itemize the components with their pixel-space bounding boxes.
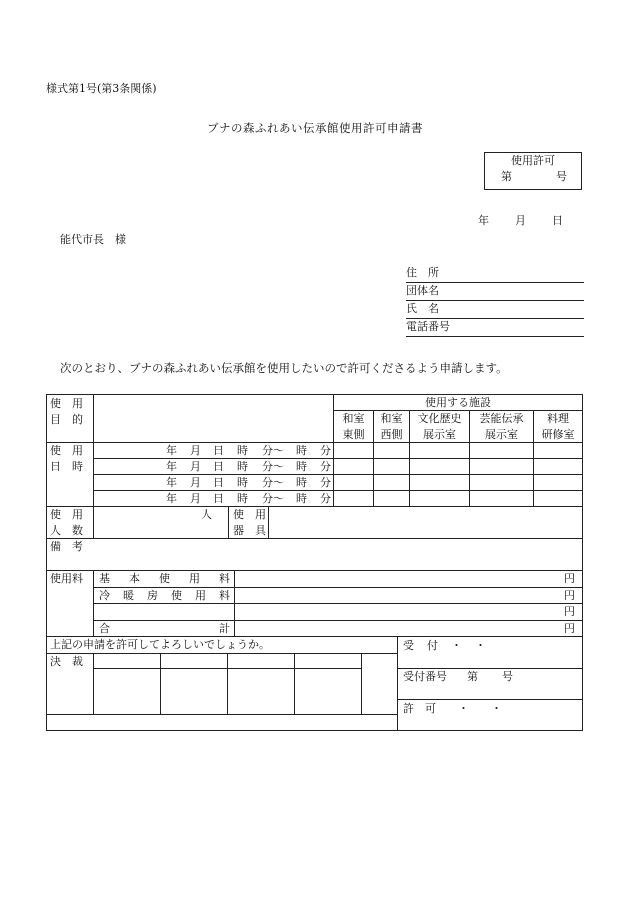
- facility-washitsu-west: [374, 411, 409, 443]
- facility-name-sub: 研修室: [541, 428, 575, 441]
- decision-stamp-box-3[interactable]: [228, 654, 294, 668]
- datetime-unit: 分～: [262, 444, 284, 457]
- fee-heating-label: [99, 589, 230, 603]
- facility-name: 芸能伝承: [479, 412, 524, 425]
- applicant-group-label: 団体名: [406, 284, 439, 297]
- intro-text: 次のとおり、ブナの森ふれあい伝承館を使用したいので許可くださるよう申請します。: [60, 361, 508, 375]
- fee-label-char: 計: [219, 622, 230, 635]
- datetime-unit: 時: [296, 476, 307, 489]
- approval-question: 上記の申請を許可してよろしいでしょうか。: [50, 638, 270, 651]
- fee-total-amount-field[interactable]: [236, 622, 581, 637]
- received-date: 受 付 ・ ・: [403, 639, 487, 652]
- equipment-label-line2: 器 具: [233, 524, 266, 537]
- persons-label-line1: 使 用: [50, 508, 83, 521]
- date-month: 月: [515, 214, 526, 227]
- persons-label-line2: 人 数: [50, 524, 83, 537]
- fee-basic-label: [99, 572, 230, 586]
- decision-label: 決 裁: [50, 655, 83, 668]
- datetime-unit: 年: [166, 444, 177, 457]
- datetime-unit: 月: [190, 460, 201, 473]
- datetime-unit: 日: [213, 492, 224, 505]
- datetime-label: [50, 443, 90, 475]
- yen-unit: 円: [564, 605, 575, 618]
- receipt-number-go: 号: [502, 670, 513, 683]
- datetime-unit: 分: [320, 492, 331, 505]
- applicant-phone-label: 電話番号: [406, 320, 450, 333]
- datetime-unit: 時: [296, 460, 307, 473]
- page-title: ブナの森ふれあい伝承館使用許可申請書: [207, 121, 423, 135]
- persons-label: [50, 507, 90, 539]
- receipt-number-dai: 第: [467, 670, 478, 683]
- facility-name: 料理: [547, 412, 569, 425]
- datetime-unit: 日: [213, 460, 224, 473]
- datetime-unit: 分: [320, 444, 331, 457]
- fee-label-char: 冷: [99, 589, 110, 602]
- permit-box-dai: 第: [501, 170, 512, 183]
- purpose-label-line2: 目 的: [50, 413, 83, 426]
- applicant-name-label: 氏 名: [406, 302, 439, 315]
- yen-unit: 円: [564, 589, 575, 602]
- decision-stamp-box-2[interactable]: [161, 654, 227, 668]
- facility-name: 文化歴史: [417, 412, 462, 425]
- addressee: 能代市長 様: [60, 233, 126, 246]
- fee-heating-amount-field[interactable]: [236, 589, 581, 604]
- permit-box-label: 使用許可: [511, 154, 555, 167]
- fee-label-char: 暖: [123, 589, 134, 602]
- equipment-label: [233, 507, 267, 539]
- permit-box-go: 号: [556, 170, 567, 183]
- fee-label-char: 本: [129, 572, 140, 585]
- fee-total-label: [99, 622, 230, 636]
- facility-performing-arts: [470, 411, 533, 443]
- equipment-field[interactable]: [270, 507, 581, 538]
- persons-unit: 人: [201, 508, 212, 521]
- date-day: 日: [552, 214, 563, 227]
- fee-label-char: 基: [99, 572, 110, 585]
- facility-name-sub: 展示室: [423, 428, 456, 441]
- datetime-unit: 時: [296, 444, 307, 457]
- datetime-unit: 分～: [262, 492, 284, 505]
- facilities-header: 使用する施設: [425, 396, 491, 409]
- datetime-unit: 年: [166, 460, 177, 473]
- datetime-unit: 時: [237, 444, 248, 457]
- yen-unit: 円: [564, 622, 575, 635]
- datetime-unit: 年: [166, 492, 177, 505]
- fee-label: 使用料: [50, 572, 83, 585]
- fee-other-amount-field[interactable]: [236, 605, 581, 620]
- datetime-unit: 時: [237, 476, 248, 489]
- decision-stamp-box-1[interactable]: [94, 654, 160, 668]
- datetime-unit: 月: [190, 492, 201, 505]
- receipt-number-label: 受付番号: [403, 670, 447, 683]
- facility-culture-history: [410, 411, 469, 443]
- datetime-unit: 年: [166, 476, 177, 489]
- purpose-label: [50, 396, 90, 428]
- purpose-field[interactable]: [95, 396, 332, 441]
- form-number: 様式第1号(第3条関係): [46, 82, 157, 95]
- datetime-unit: 分: [320, 460, 331, 473]
- facility-name-sub: 東側: [342, 428, 365, 441]
- facility-name-sub: 展示室: [485, 428, 518, 441]
- fee-label-char: 用: [195, 589, 206, 602]
- datetime-unit: 時: [237, 492, 248, 505]
- applicant-address-label: 住 所: [406, 266, 439, 279]
- decision-stamp-box-4[interactable]: [295, 654, 361, 668]
- equipment-label-line1: 使 用: [233, 508, 266, 521]
- datetime-label-line1: 使 用: [50, 444, 83, 457]
- facility-name-sub: 西側: [380, 428, 403, 441]
- persons-field[interactable]: [95, 507, 227, 538]
- yen-unit: 円: [564, 572, 575, 585]
- datetime-unit: 日: [213, 444, 224, 457]
- fee-label-char: 用: [189, 572, 200, 585]
- datetime-unit: 月: [190, 476, 201, 489]
- facility-name: 和室: [342, 412, 365, 425]
- remarks-field[interactable]: [95, 540, 581, 570]
- datetime-label-line2: 日 時: [50, 460, 83, 473]
- facility-cooking-room: [534, 411, 582, 443]
- datetime-unit: 時: [296, 492, 307, 505]
- remarks-label: 備 考: [50, 540, 83, 553]
- fee-label-char: 料: [219, 572, 230, 585]
- fee-label-char: 料: [219, 589, 230, 602]
- facility-name: 和室: [380, 412, 403, 425]
- datetime-unit: 分～: [262, 476, 284, 489]
- date-year: 年: [478, 214, 489, 227]
- datetime-unit: 分～: [262, 460, 284, 473]
- receipt-number: [403, 670, 513, 684]
- datetime-unit: 時: [237, 460, 248, 473]
- datetime-unit: 日: [213, 476, 224, 489]
- purpose-label-line1: 使 用: [50, 397, 83, 410]
- fee-label-char: 使: [171, 589, 182, 602]
- fee-label-char: 使: [159, 572, 170, 585]
- permit-date: 許 可 ・ ・: [403, 702, 502, 715]
- fee-basic-amount-field[interactable]: [236, 572, 581, 587]
- datetime-unit: 分: [320, 476, 331, 489]
- fee-label-char: 合: [99, 622, 110, 635]
- facility-washitsu-east: [334, 411, 373, 443]
- datetime-unit: 月: [190, 444, 201, 457]
- fee-label-char: 房: [147, 589, 158, 602]
